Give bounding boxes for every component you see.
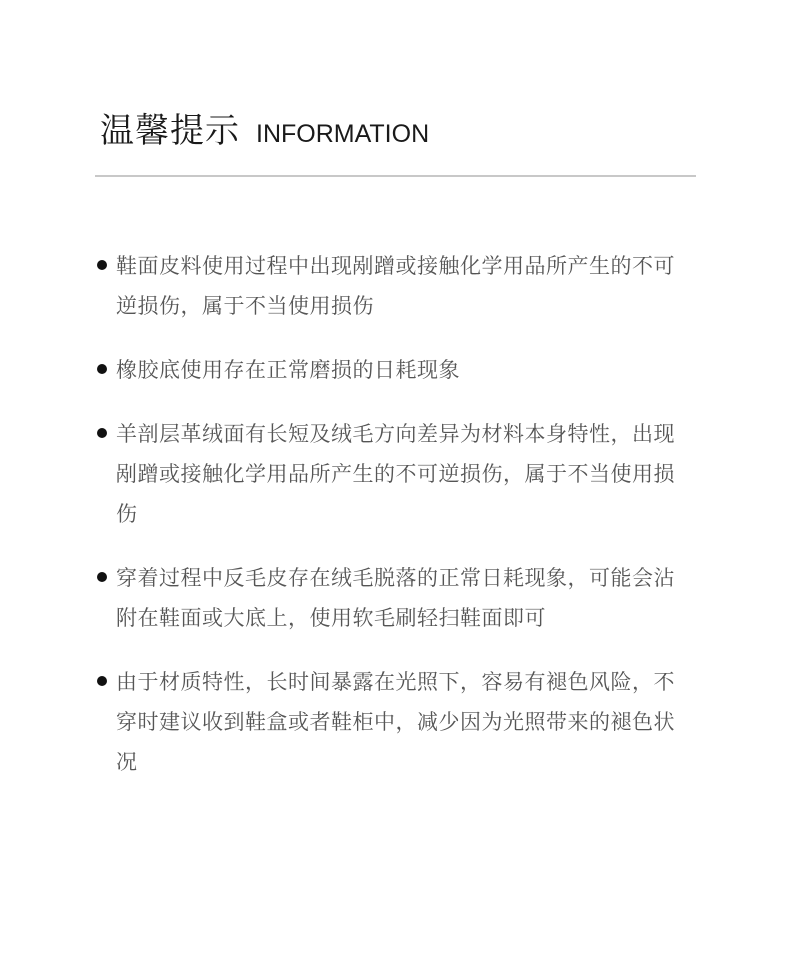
bullet-dot [97,428,107,438]
note-text: 鞋面皮料使用过程中出现剐蹭或接触化学用品所产生的不可逆损伤，属于不当使用损伤 [116,254,675,318]
note-text: 橡胶底使用存在正常磨损的日耗现象 [116,358,460,382]
header-divider [95,175,696,177]
bullet-dot [97,364,107,374]
care-notes-list [96,246,696,806]
note-text: 穿着过程中反毛皮存在绒毛脱落的正常日耗现象，可能会沾附在鞋面或大底上，使用软毛刷轻扫鞋面即可 [116,566,675,630]
list-item [96,246,696,326]
list-item [96,662,696,782]
title-english: INFORMATION [256,120,430,148]
title-chinese: 温馨提示 [100,111,240,151]
bullet-dot [97,260,107,270]
bullet-dot [97,572,107,582]
note-text: 羊剖层革绒面有长短及绒毛方向差异为材料本身特性，出现剐蹭或接触化学用品所产生的不可逆损伤，属于不当使用损伤 [116,422,675,526]
section-header [100,103,429,152]
bullet-dot [97,676,107,686]
note-text: 由于材质特性，长时间暴露在光照下，容易有褪色风险，不穿时建议收到鞋盒或者鞋柜中，减少因为光照带来的褪色状况 [116,670,675,774]
list-item [96,558,696,638]
list-item [96,350,696,390]
list-item [96,414,696,534]
